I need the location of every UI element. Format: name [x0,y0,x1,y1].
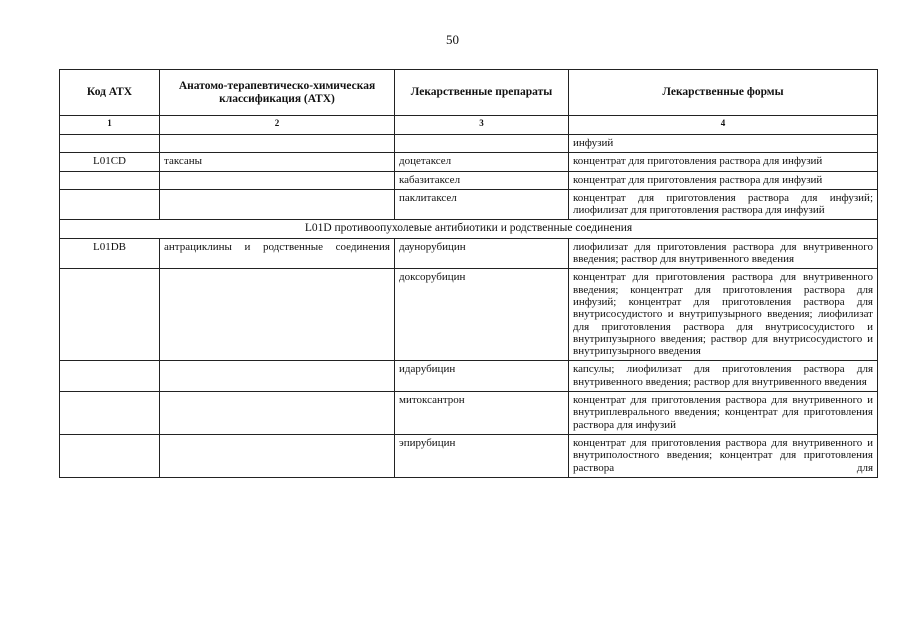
classification-cell [160,392,395,435]
column-number-row [60,116,878,135]
forms-cell: концентрат для приготовления раствора для внутривенного введения; концентрат для приготовления раствора для инфузий; концентрат для приготовления раствора для внутрисосудистого и внутрипузырного введения; лиофилизат для приготовления раствора для внутрисосудистого и внутрипузырного введения; раствор для внутрисосудистого и внутрипузырного введения [569,269,878,361]
forms-cell: капсулы; лиофилизат для приготовления раствора для внутривенного введения; раствор для внутривенного введения [569,361,878,392]
page-number: 50 [446,32,459,47]
forms-cell: концентрат для приготовления раствора для внутривенного и внутриплеврального введения; концентрат для приготовления раствора для инфузий [569,392,878,435]
atx-code-cell [60,392,160,435]
drug-cell: митоксантрон [395,392,569,435]
atx-code-cell [60,189,160,220]
drug-cell: кабазитаксел [395,171,569,189]
table-row [60,153,878,171]
forms-cell: концентрат для приготовления раствора для инфузий [569,153,878,171]
drug-cell: доксорубицин [395,269,569,361]
drug-cell [395,135,569,153]
group-header-row [60,220,878,238]
classification-cell [160,171,395,189]
drug-cell: идарубицин [395,361,569,392]
table-row [60,135,878,153]
table-row [60,361,878,392]
classification-cell: таксаны [160,153,395,171]
forms-cell: концентрат для приготовления раствора для инфузий [569,171,878,189]
forms-cell: инфузий [569,135,878,153]
forms-cell: лиофилизат для приготовления раствора для внутривенного введения; раствор для внутривенного введения [569,238,878,269]
header-dosage-forms: Лекарственные формы [569,70,878,116]
atx-code-cell [60,269,160,361]
table-row [60,238,878,269]
classification-cell [160,269,395,361]
drug-cell: паклитаксел [395,189,569,220]
atx-code-cell [60,361,160,392]
drug-cell: доцетаксел [395,153,569,171]
atx-table [59,69,878,478]
column-number: 4 [569,116,878,135]
header-drugs: Лекарственные препараты [395,70,569,116]
forms-cell: концентрат для приготовления раствора для внутривенного и внутриполостного введения; концентрат для приготовления раствора для [569,434,878,477]
classification-cell [160,434,395,477]
atx-code-cell: L01CD [60,153,160,171]
drug-cell: даунорубицин [395,238,569,269]
table-row [60,434,878,477]
classification-cell [160,361,395,392]
table-row [60,269,878,361]
atx-code-cell [60,434,160,477]
table-row [60,171,878,189]
table-row [60,189,878,220]
group-heading: L01D противоопухолевые антибиотики и родственные соединения [60,220,878,238]
drug-cell: эпирубицин [395,434,569,477]
atx-code-cell [60,171,160,189]
classification-cell [160,189,395,220]
column-number: 1 [60,116,160,135]
forms-cell: концентрат для приготовления раствора для инфузий; лиофилизат для приготовления раствора для инфузий [569,189,878,220]
header-atx-code: Код АТХ [60,70,160,116]
column-number: 2 [160,116,395,135]
table-header-row [60,70,878,116]
classification-cell [160,135,395,153]
atx-code-cell: L01DB [60,238,160,269]
header-classification: Анатомо-терапевтическо-химическая классификация (АТХ) [160,70,395,116]
table-row [60,392,878,435]
classification-cell: антрациклины и родственные соединения [160,238,395,269]
column-number: 3 [395,116,569,135]
atx-code-cell [60,135,160,153]
